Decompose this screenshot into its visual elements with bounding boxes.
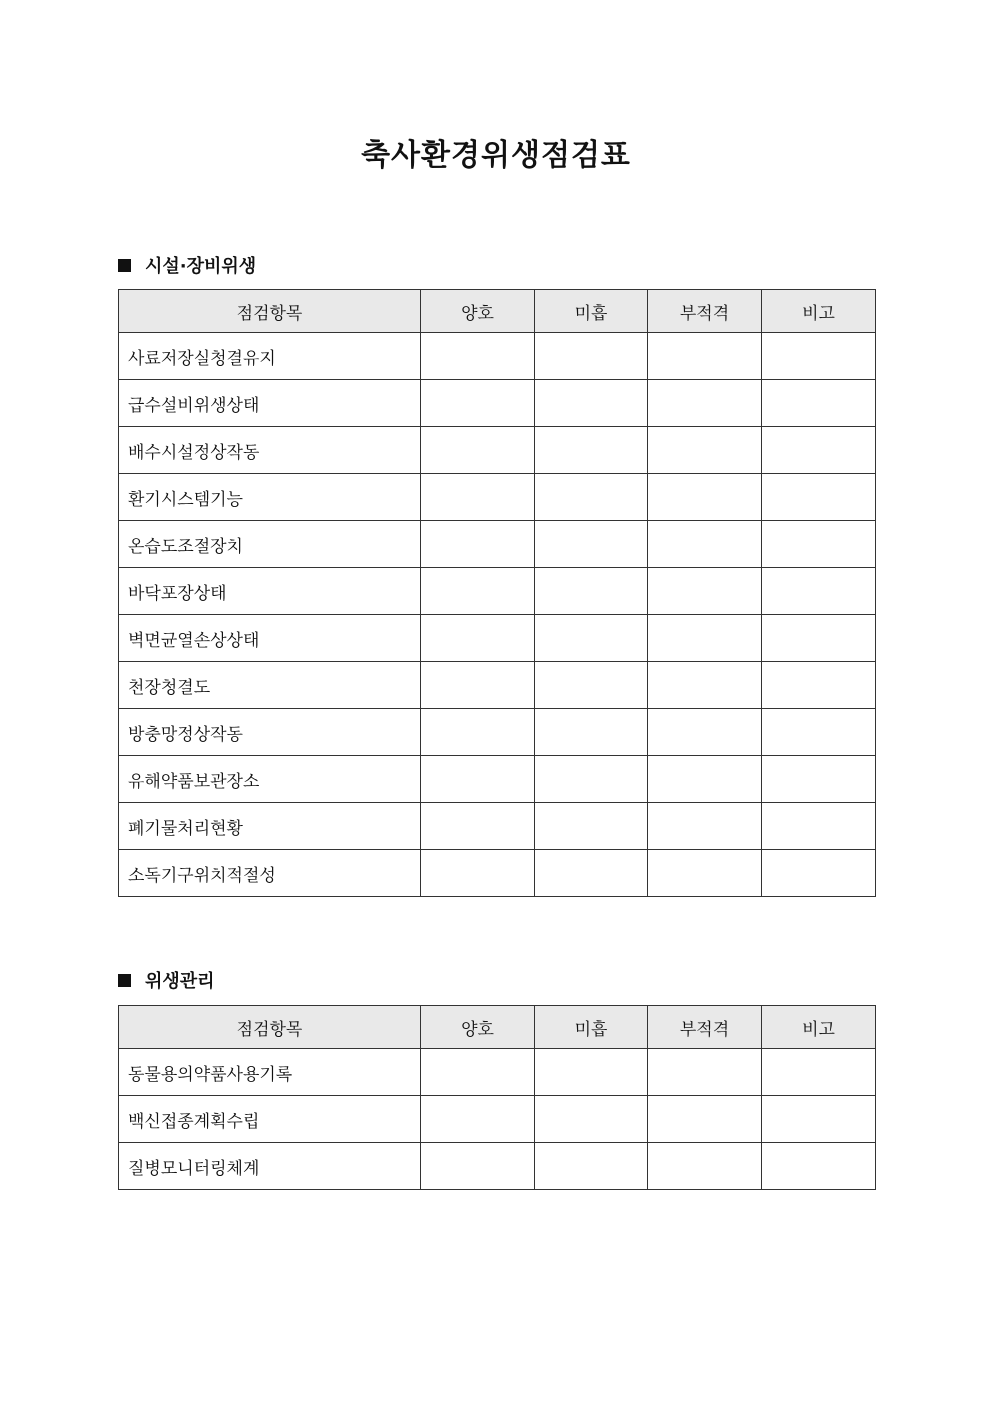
header-good: 양호 [421,290,535,333]
check-item-label: 온습도조절장치 [119,521,421,568]
poor-check-cell[interactable] [535,1049,648,1096]
table-row [119,380,876,427]
table-row [119,521,876,568]
table-row [119,1049,876,1096]
check-item-label: 폐기물처리현황 [119,803,421,850]
good-check-cell[interactable] [421,850,535,897]
fail-check-cell[interactable] [648,662,762,709]
square-bullet-icon [118,259,131,272]
hygiene-checklist-table [118,1005,876,1190]
fail-check-cell[interactable] [648,756,762,803]
header-item: 점검항목 [119,290,421,333]
note-cell[interactable] [762,803,876,850]
check-item-label: 백신접종계획수립 [119,1096,421,1143]
note-cell[interactable] [762,380,876,427]
good-check-cell[interactable] [421,474,535,521]
table-row [119,850,876,897]
fail-check-cell[interactable] [648,474,762,521]
fail-check-cell[interactable] [648,1096,762,1143]
poor-check-cell[interactable] [535,803,648,850]
document-title: 축사환경위생점검표 [361,138,631,173]
check-item-label: 유해약품보관장소 [119,756,421,803]
section-heading-label: 위생관리 [145,971,215,992]
poor-check-cell[interactable] [535,662,648,709]
good-check-cell[interactable] [421,756,535,803]
good-check-cell[interactable] [421,427,535,474]
table-row [119,756,876,803]
good-check-cell[interactable] [421,521,535,568]
header-note: 비고 [762,1006,876,1049]
table-row [119,1143,876,1190]
poor-check-cell[interactable] [535,568,648,615]
header-fail: 부적격 [648,1006,762,1049]
table-row [119,662,876,709]
header-note: 비고 [762,290,876,333]
facility-checklist-table [118,289,876,897]
note-cell[interactable] [762,850,876,897]
check-item-label: 동물용의약품사용기록 [119,1049,421,1096]
section-heading-facility [118,251,256,279]
note-cell[interactable] [762,756,876,803]
note-cell[interactable] [762,521,876,568]
poor-check-cell[interactable] [535,850,648,897]
fail-check-cell[interactable] [648,568,762,615]
check-item-label: 질병모니터링체계 [119,1143,421,1190]
note-cell[interactable] [762,474,876,521]
good-check-cell[interactable] [421,380,535,427]
note-cell[interactable] [762,1049,876,1096]
poor-check-cell[interactable] [535,1096,648,1143]
table-row [119,803,876,850]
table-header-row [119,290,876,333]
note-cell[interactable] [762,333,876,380]
note-cell[interactable] [762,615,876,662]
table-row [119,709,876,756]
table-row [119,1096,876,1143]
check-item-label: 배수시설정상작동 [119,427,421,474]
check-item-label: 천장청결도 [119,662,421,709]
check-item-label: 바닥포장상태 [119,568,421,615]
good-check-cell[interactable] [421,615,535,662]
note-cell[interactable] [762,1143,876,1190]
header-fail: 부적격 [648,290,762,333]
fail-check-cell[interactable] [648,427,762,474]
check-item-label: 벽면균열손상상태 [119,615,421,662]
poor-check-cell[interactable] [535,521,648,568]
table-row [119,474,876,521]
good-check-cell[interactable] [421,803,535,850]
section-heading-label: 시설·장비위생 [145,256,257,277]
poor-check-cell[interactable] [535,380,648,427]
section-heading-hygiene [118,966,215,994]
table-row [119,427,876,474]
poor-check-cell[interactable] [535,756,648,803]
check-item-label: 사료저장실청결유지 [119,333,421,380]
good-check-cell[interactable] [421,662,535,709]
square-bullet-icon [118,974,131,987]
fail-check-cell[interactable] [648,380,762,427]
poor-check-cell[interactable] [535,427,648,474]
fail-check-cell[interactable] [648,709,762,756]
poor-check-cell[interactable] [535,474,648,521]
note-cell[interactable] [762,1096,876,1143]
fail-check-cell[interactable] [648,333,762,380]
fail-check-cell[interactable] [648,1143,762,1190]
note-cell[interactable] [762,568,876,615]
good-check-cell[interactable] [421,1049,535,1096]
poor-check-cell[interactable] [535,615,648,662]
table-row [119,615,876,662]
note-cell[interactable] [762,427,876,474]
header-item: 점검항목 [119,1006,421,1049]
good-check-cell[interactable] [421,709,535,756]
good-check-cell[interactable] [421,568,535,615]
check-item-label: 환기시스템기능 [119,474,421,521]
check-item-label: 소독기구위치적절성 [119,850,421,897]
check-item-label: 급수설비위생상태 [119,380,421,427]
header-poor: 미흡 [535,290,648,333]
header-poor: 미흡 [535,1006,648,1049]
good-check-cell[interactable] [421,1143,535,1190]
poor-check-cell[interactable] [535,1143,648,1190]
fail-check-cell[interactable] [648,615,762,662]
poor-check-cell[interactable] [535,709,648,756]
note-cell[interactable] [762,709,876,756]
header-good: 양호 [421,1006,535,1049]
fail-check-cell[interactable] [648,850,762,897]
check-item-label: 방충망정상작동 [119,709,421,756]
good-check-cell[interactable] [421,1096,535,1143]
table-header-row [119,1006,876,1049]
table-row [119,333,876,380]
poor-check-cell[interactable] [535,333,648,380]
fail-check-cell[interactable] [648,521,762,568]
good-check-cell[interactable] [421,333,535,380]
fail-check-cell[interactable] [648,1049,762,1096]
table-row [119,568,876,615]
note-cell[interactable] [762,662,876,709]
fail-check-cell[interactable] [648,803,762,850]
